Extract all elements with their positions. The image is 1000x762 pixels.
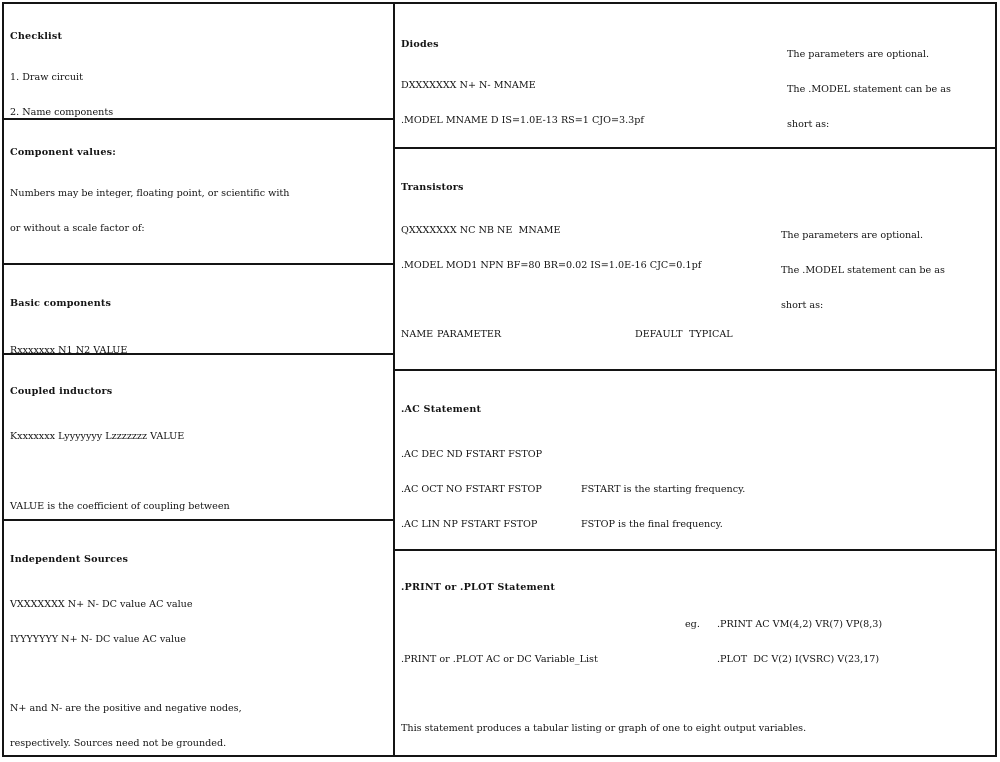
value-line: VALUE is the coefficient of coupling between [10, 500, 230, 512]
component-values-title: Component values: [10, 147, 116, 159]
eg-label: eg. [685, 618, 700, 630]
print-syntax: .PRINT or .PLOT AC or DC Variable_List [401, 653, 598, 665]
reference-sheet [2, 2, 997, 757]
side-line: The parameters are optional. [781, 230, 924, 242]
header-cell: TYPICAL [689, 329, 733, 341]
checklist-title: Checklist [10, 31, 63, 43]
ac-statement-panel [395, 371, 995, 551]
side-line: short as: [787, 118, 830, 130]
sources-text: respectively. Sources need not be grounded. [10, 738, 227, 750]
side-line: The parameters are optional. [787, 49, 930, 61]
ac-statement-title: .AC Statement [401, 404, 482, 416]
independent-sources-title: Independent Sources [10, 554, 129, 566]
ac-side: FSTART is the starting frequency. [581, 483, 746, 495]
checklist-item: 1. Draw circuit [10, 71, 83, 83]
side-line: The .MODEL statement can be as [787, 83, 951, 95]
eg-row [401, 619, 989, 631]
diode-syntax: DXXXXXXX N+ N- MNAME [401, 79, 536, 91]
transistors-side-note [781, 207, 950, 371]
basic-components-title: Basic components [10, 298, 112, 310]
header-cell: PARAMETER [437, 329, 502, 341]
independent-sources-panel [4, 521, 393, 757]
side-line: short as: [781, 299, 824, 311]
transistor-syntax: .MODEL MOD1 NPN BF=80 BR=0.02 IS=1.0E-16 CJC=0.1pf [401, 259, 702, 271]
header-cell: DEFAULT [635, 329, 683, 341]
print-plot-title: .PRINT or .PLOT Statement [401, 582, 555, 594]
transistor-syntax: QXXXXXXX NC NB NE MNAME [401, 224, 561, 236]
source-syntax: VXXXXXXX N+ N- DC value AC value [10, 598, 193, 610]
print-plot-panel [395, 551, 995, 757]
basic-components-panel [4, 265, 393, 355]
diodes-title: Diodes [401, 39, 439, 51]
ac-syntax: .AC OCT NO FSTART FSTOP [401, 483, 542, 495]
diodes-side-note [787, 26, 951, 149]
ac-syntax-row [401, 484, 989, 496]
basic-line: Rxxxxxxx N1 N2 VALUE [10, 344, 128, 355]
intro-line: Numbers may be integer, floating point, or scientific with [10, 187, 290, 199]
transistors-panel [395, 149, 995, 371]
eg-row [401, 654, 989, 666]
eg-line: .PRINT AC VM(4,2) VR(7) VP(8,3) [717, 618, 883, 630]
sources-text: N+ and N- are the positive and negative nodes, [10, 703, 242, 715]
left-column [4, 4, 395, 755]
intro-line: or without a scale factor of: [10, 222, 145, 234]
ac-syntax-row [401, 519, 989, 531]
side-line [781, 335, 950, 347]
coupled-inductors-panel [4, 355, 393, 521]
diode-syntax: .MODEL MNAME D IS=1.0E-13 RS=1 CJO=3.3pf [401, 114, 644, 126]
ac-syntax: .AC LIN NP FSTART FSTOP [401, 518, 538, 530]
diodes-panel [395, 4, 995, 149]
checklist-panel [4, 4, 393, 120]
source-syntax: IYYYYYYY N+ N- DC value AC value [10, 633, 186, 645]
coupled-inductors-title: Coupled inductors [10, 386, 113, 398]
checklist-item: 2. Name components [10, 106, 114, 118]
header-cell: NAME [401, 329, 434, 341]
eg-line: .PLOT DC V(2) I(VSRC) V(23,17) [717, 653, 880, 665]
right-column [395, 4, 995, 755]
ac-syntax: .AC DEC ND FSTART FSTOP [401, 448, 543, 460]
print-text: This statement produces a tabular listing or graph of one to eight output variables. [401, 723, 807, 735]
transistors-title: Transistors [401, 182, 464, 194]
side-line: The .MODEL statement can be as [781, 264, 945, 276]
ac-syntax-row [401, 449, 989, 461]
coupled-syntax: Kxxxxxxx Lyyyyyyy Lzzzzzzz VALUE [10, 430, 185, 442]
ac-side: FSTOP is the final frequency. [581, 518, 723, 530]
component-values-panel [4, 120, 393, 265]
